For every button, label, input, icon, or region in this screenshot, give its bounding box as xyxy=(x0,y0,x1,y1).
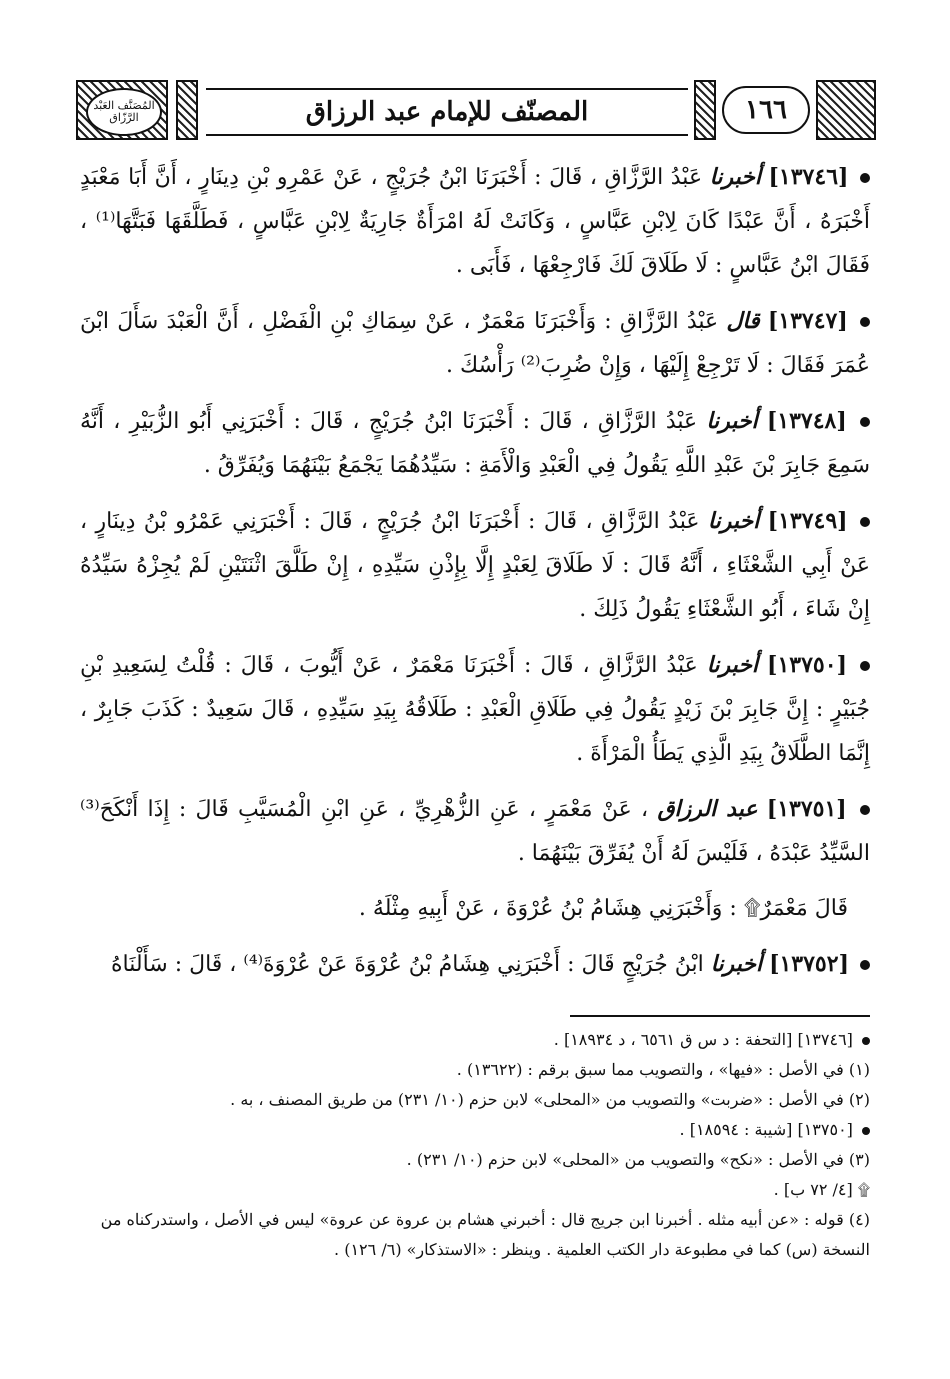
footnote-reference xyxy=(80,1025,870,1055)
bullet-icon xyxy=(860,517,870,527)
footnote-text: [١٣٧٤٦] [التحفة : د س ق ٦٥٦١ ، د ١٨٩٣٤] . xyxy=(553,1030,853,1049)
hadith-number: [١٣٧٤٦] xyxy=(768,164,849,190)
ornament-left xyxy=(76,80,168,140)
hadith-number: [١٣٧٤٩] xyxy=(767,508,848,534)
hadith-intro: أخبرنا xyxy=(707,508,760,534)
hadith-intro: أخبرنا xyxy=(706,408,758,434)
hadith-entry xyxy=(80,787,870,876)
hadith-entry xyxy=(80,399,870,488)
hadith-text: ابْنُ جُرَيْجٍ قَالَ : أَخْبَرَنِي هِشَامُ بْنُ عُرْوَةَ عَنْ عُرْوَةَ⁽⁴⁾ ، قَالَ : سَأَلْنَاهُ xyxy=(111,952,704,977)
hadith-intro: قال xyxy=(726,308,760,334)
hadith-number: [١٣٧٥٠] xyxy=(767,652,847,678)
ornament-divider xyxy=(176,80,198,140)
footnote: (٤) قوله : «عن أبيه مثله . أخبرنا ابن جريج قال : أخبرني هشام بن عروة عن عروة» ليس في الأصل ، واستدركناه من النسخة (س) كما في مطبوعة دار الكتب العلمية . وينظر : «الاستذكار» (٦/ ١٢٦) . xyxy=(100,1210,870,1259)
hadith-number: [١٣٧٥١] xyxy=(766,796,847,822)
bullet-icon xyxy=(860,661,870,671)
hadith-intro: أخبرنا xyxy=(709,164,761,190)
footnote: (٣) في الأصل : «نكح» والتصويب من «المحلى» لابن حزم (١٠/ ٢٣١) . xyxy=(406,1150,870,1169)
footnote-text: [١٣٧٥٠] [شيبة : ١٨٥٩٤] . xyxy=(679,1120,853,1139)
bullet-icon xyxy=(860,960,870,970)
page-title: المصنّف للإمام عبد الرزاق xyxy=(305,97,589,127)
hadith-intro: أخبرنا xyxy=(710,951,763,977)
main-text xyxy=(80,155,870,998)
hadith-text: عَبْدُ الرَّزَّاقِ ، قَالَ : أَخْبَرَنَا ابْنُ جُرَيْجٍ ، عَنْ عَمْرِو بْنِ دِينَارٍ ، أَنَّ أَبَا مَعْبَدٍ أَخْبَرَهُ ، أَنَّ عَبْدًا كَانَ لِابْنِ عَبَّاسٍ ، وَكَانَتْ لَهُ امْرَأَةٌ جَارِيَةٌ لِابْنِ عَبَّاسٍ ، فَطَلَّقَهَا فَبَتَّهَا⁽¹⁾ ، فَقَالَ ابْنُ عَبَّاسٍ : لَا طَلَاقَ لَكَ فَارْجِعْهَا ، فَأَبَى . xyxy=(80,165,871,278)
hadith-text: عَبْدُ الرَّزَّاقِ : وَأَخْبَرَنَا مَعْمَرٌ ، عَنْ سِمَاكِ بْنِ الْفَضْلِ ، أَنَّ الْعَبْدَ سَأَلَ ابْنَ عُمَرَ فَقَالَ : لَا تَرْجِعْ إِلَيْهَا ، وَإِنْ ضُرِبَ⁽²⁾ رَأْسُكَ . xyxy=(80,309,870,378)
ornament-divider xyxy=(694,80,716,140)
hadith-text: عَبْدُ الرَّزَّاقِ ، قَالَ : أَخْبَرَنَا ابْنُ جُرَيْجٍ ، قَالَ : أَخْبَرَنِي أَبُو الزُّبَيْرِ ، أَنَّهُ سَمِعَ جَابِرَ بْنَ عَبْدِ اللَّهِ يَقُولُ فِي الْعَبْدِ وَالْأَمَةِ : سَيِّدُهُمَا يَجْمَعُ بَيْنَهُمَا وَيُفَرِّقُ . xyxy=(80,409,870,478)
hadith-number: [١٣٧٤٨] xyxy=(766,408,847,434)
footnote: (١) في الأصل : «فيها» ، والتصويب مما سبق برقم : (١٣٦٢٢) . xyxy=(456,1060,870,1079)
footnote: (٢) في الأصل : «ضربت» والتصويب من «المحلى» لابن حزم (١٠/ ٢٣١) من طريق المصنف ، به . xyxy=(230,1090,870,1109)
page-number: ١٦٦ xyxy=(745,95,787,125)
title-frame xyxy=(206,88,688,136)
hadith-entry xyxy=(80,299,870,388)
hadith-text: عَبْدُ الرَّزَّاقِ ، قَالَ : أَخْبَرَنَا مَعْمَرٌ ، عَنْ أَيُّوبَ ، قَالَ : قُلْتُ لِسَعِيدِ بْنِ جُبَيْرٍ : إِنَّ جَابِرَ بْنَ زَيْدٍ يَقُولُ فِي طَلَاقِ الْعَبْدِ : طَلَاقُهُ بِيَدِ سَيِّدِهِ ، قَالَ سَعِيدٌ : كَذَبَ جَابِرٌ ، إِنَّمَا الطَّلَاقُ بِيَدِ الَّذِي يَطَأُ الْمَرْأَةَ . xyxy=(80,653,870,766)
footnote-reference xyxy=(80,1115,870,1145)
bullet-icon xyxy=(860,317,870,327)
ornament-right xyxy=(816,80,876,140)
hadith-number: [١٣٧٤٧] xyxy=(767,308,848,334)
hadith-intro: أخبرنا xyxy=(706,652,759,678)
folio-marker: ۩ [٤/ ٧٢ ب] . xyxy=(773,1180,870,1199)
page-header xyxy=(76,80,876,140)
hadith-entry xyxy=(80,155,870,288)
page-number-frame xyxy=(722,86,810,134)
hadith-number: [١٣٧٥٢] xyxy=(769,951,849,977)
hadith-text: ، عَنْ مَعْمَرٍ ، عَنِ الزُّهْرِيِّ ، عَنِ ابْنِ الْمُسَيَّبِ قَالَ : إِذَا أَنْكَحَ⁽³⁾ السَّيِّدُ عَبْدَهُ ، فَلَيْسَ لَهُ أَنْ يُفَرِّقَ بَيْنَهُمَا . xyxy=(80,797,870,866)
bullet-icon xyxy=(862,1127,870,1135)
bullet-icon xyxy=(860,805,870,815)
bullet-icon xyxy=(860,173,870,183)
book-seal: المُصَنَّف العَبْد الرَّزّاق xyxy=(86,88,162,136)
hadith-text: عَبْدُ الرَّزَّاقِ ، قَالَ : أَخْبَرَنَا ابْنُ جُرَيْجٍ ، قَالَ : أَخْبَرَنِي عَمْرُو بْنُ دِينَارٍ ، عَنْ أَبِي الشَّعْثَاءِ ، أَنَّهُ قَالَ : لَا طَلَاقَ لِعَبْدٍ إِلَّا بِإِذْنِ سَيِّدِهِ ، إِنْ طَلَّقَ اثْنَتَيْنِ لَمْ يُجِزْهُ سَيِّدُهُ إِنْ شَاءَ ، أَبُو الشَّعْثَاءِ يَقُولُ ذَلِكَ . xyxy=(80,509,870,622)
hadith-continuation: قَالَ مَعْمَرٌ۩ : وَأَخْبَرَنِي هِشَامُ بْنُ عُرْوَةَ ، عَنْ أَبِيهِ مِثْلَهُ . xyxy=(358,896,848,921)
hadith-entry xyxy=(80,942,870,987)
footnotes xyxy=(80,1025,870,1265)
hadith-entry xyxy=(80,643,870,776)
hadith-entry xyxy=(80,499,870,632)
bullet-icon xyxy=(862,1037,870,1045)
bullet-icon xyxy=(860,417,870,427)
footnote-divider xyxy=(570,1015,870,1017)
hadith-intro: عبد الرزاق xyxy=(657,796,758,822)
